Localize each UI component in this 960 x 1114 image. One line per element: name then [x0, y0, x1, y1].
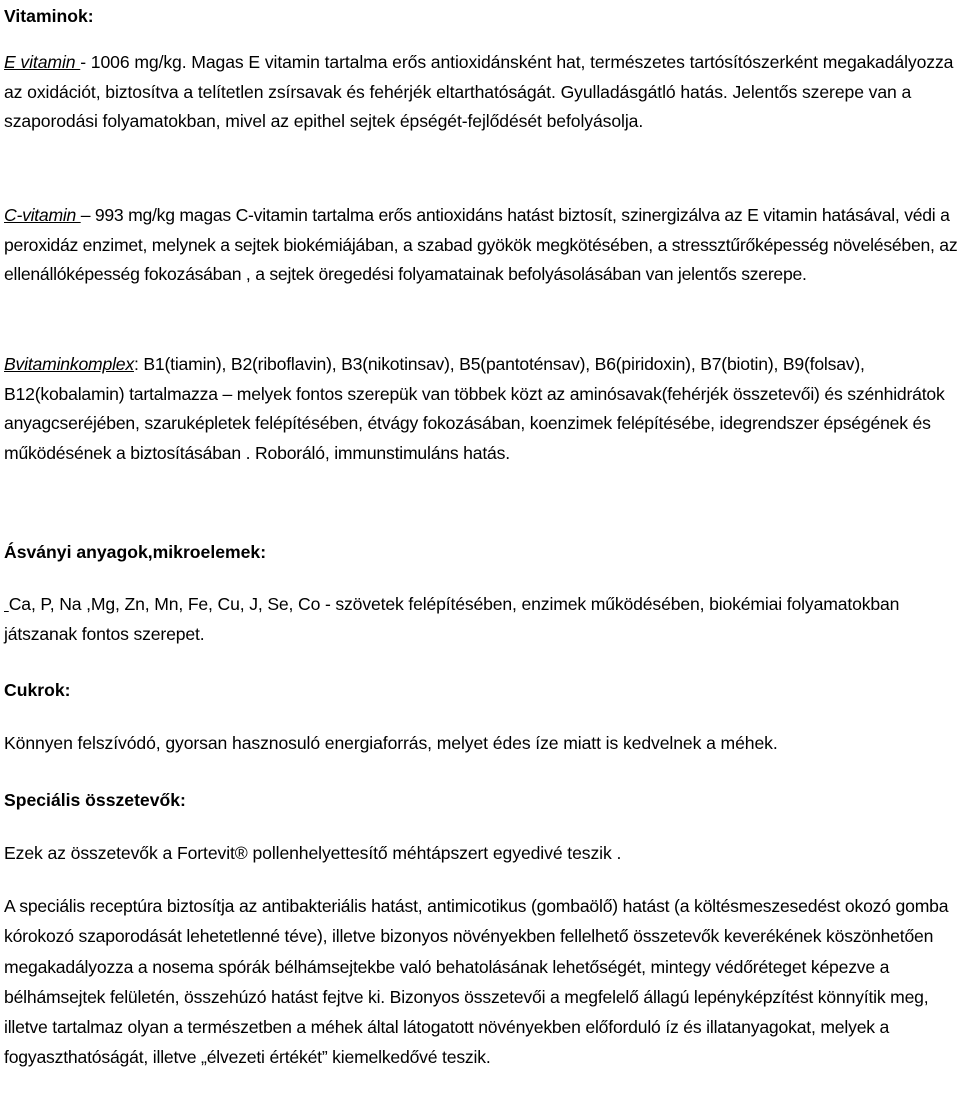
b-complex-label: Bvitaminkomplex [4, 354, 134, 374]
minerals-paragraph [4, 590, 958, 649]
sugars-paragraph: Könnyen felszívódó, gyorsan hasznosuló energiaforrás, melyet édes íze miatt is kedvelnek a méhek. [4, 733, 778, 753]
special-body-paragraph: A speciális receptúra biztosítja az antibakteriális hatást, antimicotikus (gombaölő) hatást (a költésmeszesedést okozó gomba kórokozó szaporodását lehetetlenné téve), illetve bizonyos növényekben fellelhető összetevők keverékének köszönhetően megakadályozza a nosema spórák bélhámsejtekbe való behatolásának lehetőségét, mintegy védőréteget képezve a bélhámsejtek felületén, összehúzó hatást fejtve ki. Bizonyos összetevői a megfelelő állagú lepényképzítést könnyítik meg, illetve tartalmaz olyan a természetben a méhek által látogatott növényekben előforduló íz és illatanyagokat, melyek a fogyaszthatóságát, illetve „élvezeti értékét” kiemelkedővé teszik. [4, 896, 949, 1068]
e-vitamin-paragraph [4, 48, 958, 137]
sugars-heading: Cukrok: [4, 680, 71, 700]
vitamins-heading: Vitaminok: [4, 6, 94, 26]
special-heading: Speciális összetevők: [4, 790, 186, 810]
b-complex-paragraph [4, 350, 958, 468]
e-vitamin-label: E vitamin [4, 52, 81, 72]
c-vitamin-label: C-vitamin [4, 205, 81, 225]
c-vitamin-paragraph [4, 201, 958, 290]
minerals-text: Ca, P, Na ,Mg, Zn, Mn, Fe, Cu, J, Se, Co - szövetek felépítésében, enzimek működésében, biokémiai folyamatokban játszanak fontos szerepet. [4, 594, 900, 644]
e-vitamin-text: - 1006 mg/kg. Magas E vitamin tartalma erős antioxidánsként hat, természetes tartósítószerként megakadályozza az oxidációt, biztosítva a telítetlen zsírsavak és fehérjék eltarthatóságát. Gyulladásgátló hatás. Jelentős szerepe van a szaporodási folyamatokban, mivel az epithel sejtek épségét-fejlődését befolyásolja. [4, 52, 954, 131]
minerals-heading: Ásványi anyagok,mikroelemek: [4, 542, 267, 562]
special-intro-paragraph: Ezek az összetevők a Fortevit® pollenhelyettesítő méhtápszert egyedivé teszik . [4, 843, 622, 863]
c-vitamin-text: – 993 mg/kg magas C-vitamin tartalma erős antioxidáns hatást biztosít, szinergizálva az E vitamin hatásával, védi a peroxidáz enzimet, melynek a sejtek biokémiájában, a szabad gyökök megkötésében, a stressztűrőképesség növelésében, az ellenállóképesség fokozásában , a sejtek öregedési folyamatainak befolyásolásában van jelentős szerepe. [4, 205, 958, 284]
b-complex-text: : B1(tiamin), B2(riboflavin), B3(nikotinsav), B5(pantoténsav), B6(piridoxin), B7(biotin), B9(folsav), B12(kobalamin) tartalmazza – melyek fontos szerepük van többek közt az aminósavak(fehérjék összetevői) és szénhidrátok anyagcseréjében, szaruképletek felépítésében, étvágy fokozásában, koenzimek felépítésébe, idegrendszer épségének és működésének a biztosításában . Roboráló, immunstimuláns hatás. [4, 354, 945, 463]
